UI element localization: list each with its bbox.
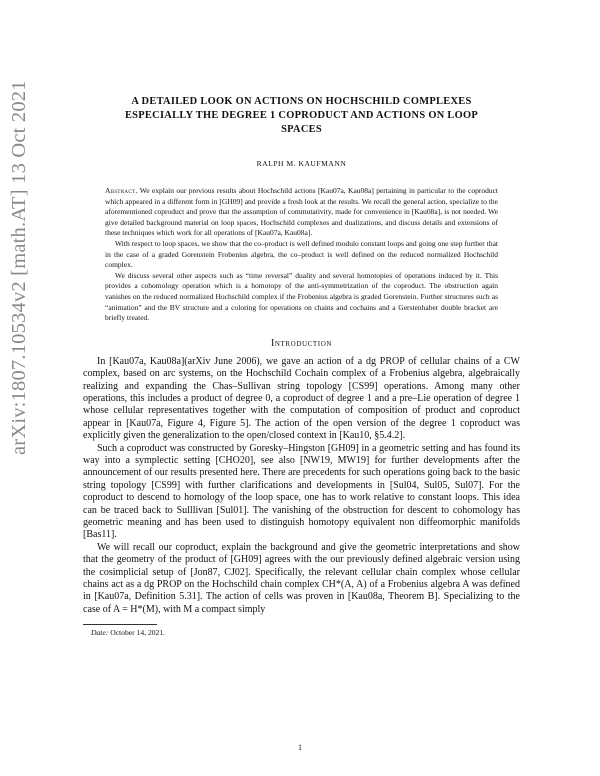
abstract-text: We explain our previous results about Hochschild actions [Kau07a, Kau08a] pertaining in particular to the coproduct which appeared in a different form in [GH09] and provide a fresh look at the results. We recall the general action, specialize to the aforementioned coproduct and prove that the assumption of commutativity, made for convenience in [Kau08a], is not needed. We give detailed background material on loop spaces, Hochschild complexes and dualizations, and discuss details and extensions of these techniques which work for all operations of [Kau07a, Kau08a]. xyxy=(105,186,498,238)
introduction-body xyxy=(83,356,520,617)
body-paragraph: In [Kau07a, Kau08a](arXiv June 2006), we gave an action of a dg PROP of cellular chains of a CW complex, based on arc systems, on the Hochschild Cochain complex of a Frobenius algebra, algebraically realizing and expanding the Chas–Sullivan string topology [CS99] operations. Among many other operations, this includes a product of degree 0, a coproduct of degree 1 and a pre–Lie operation of degree 1 whose cellular representatives together with the computation of composition of product and coproduct appear in [Kau07a, Figure 4, Figure 5]. The action of the open version of the degree 1 coproduct was explicitly given the generalization to the open/closed context in [Kau10, §5.4.2]. xyxy=(83,355,520,442)
abstract-paragraph xyxy=(105,186,498,239)
body-paragraph: We will recall our coproduct, explain the background and give the geometric interpretations and show that the geometry of the product of [GH09] agrees with the our previously defined algebraic version using the cosimplicial setup of [Jon87, CJ02]. Specifically, the relevant cellular chain complex whose cellular chains act as a dg PROP on the Hochschild chain complex CH*(A, A) of a Frobenius algebra A was defined in [Kau07a, Definition 5.31]. The action of cells was proven in [Kau08a, Theorem B]. Specializing to the case of A = H*(M), with M a compact simply xyxy=(83,541,520,615)
arxiv-identifier: arXiv:1807.10534v2 [math.AT] 13 Oct 2021 xyxy=(8,80,30,455)
footnote-label: Date: xyxy=(91,628,109,638)
footnote-text: October 14, 2021. xyxy=(110,628,166,638)
author-name: RALPH M. KAUFMANN xyxy=(256,159,347,168)
section-heading: Introduction xyxy=(270,337,333,349)
body-paragraph: Such a coproduct was constructed by Goresky–Hingston [GH09] in a geometric setting and has found its way into a symplectic setting [CHO20], see also [NW19, MW19] for further developments after the announcement of our results presented here. There are precedents for such operations going back to the basic string topology [CS99] with further clarifications and developments in [Sul04, Sul05, Sul07]. For the coproduct to descend to homology of the loop space, one has to work relative to constant loops. This idea can be traced back to Sulllivan [Sul01]. The vanishing of the obstruction for descent to cohomology has geometric meaning and has been used to distinguish homotopy equivalent non diffeomorphic manifolds [Bas11]. xyxy=(83,442,520,541)
abstract-label: Abstract. xyxy=(105,186,138,195)
footnote-divider xyxy=(83,624,157,625)
abstract-paragraph: With respect to loop spaces, we show that the co–product is well defined modulo constant loops and going one step further that in the case of a graded Gorenstein Frobenius algebra, the co–product is well defined on the reduced normalized Hochschild complex. xyxy=(105,238,498,270)
abstract xyxy=(105,186,498,324)
footnote xyxy=(83,628,520,637)
abstract-paragraph: We discuss several other aspects such as “time reversal” duality and several homotopies of operations induced by it. This provides a cohomology operation which is a homotopy of the anti-symmetrization of the coproduct. The obstruction again vanishes on the reduced normalized Hochschild complex if the Frobenius algebra is graded Gorenstein. Further structures such as “animation” and the BV structure and a coloring for operations on chains and cochains and a Gerstenhaber double bracket are briefly treated. xyxy=(105,270,498,323)
page-number: 1 xyxy=(298,743,302,752)
title-line: ESPECIALLY THE DEGREE 1 COPRODUCT AND ACTIONS ON LOOP xyxy=(124,110,479,121)
page-content xyxy=(83,95,520,637)
paper-title xyxy=(83,95,520,137)
title-line: SPACES xyxy=(281,124,322,135)
title-line: A DETAILED LOOK ON ACTIONS ON HOCHSCHILD COMPLEXES xyxy=(131,96,472,107)
